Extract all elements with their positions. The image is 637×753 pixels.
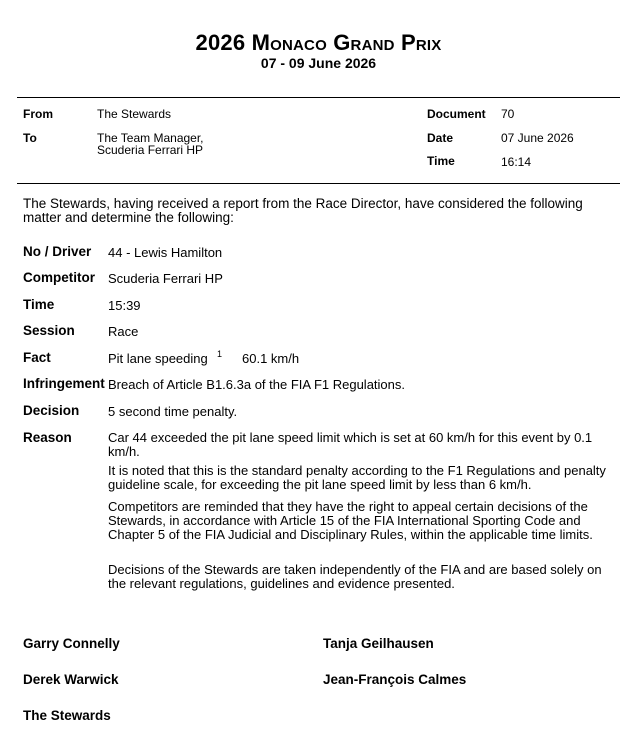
stewards-signature-title: The Stewards [23,708,111,723]
document-label: Document [427,107,486,121]
time-field-label: Time [23,297,55,312]
driver-value: 44 - Lewis Hamilton [108,245,223,260]
header-rule-top [17,97,620,98]
time-value: 16:14 [501,155,532,169]
from-label: From [23,107,53,121]
title-year: 2026 [195,30,246,55]
fact-label: Fact [23,350,51,365]
competitor-label: Competitor [23,270,95,285]
decision-label: Decision [23,403,80,418]
fact-value: Pit lane speeding [108,351,208,366]
event-dates: 07 - 09 June 2026 [260,55,377,71]
date-label: Date [427,131,454,145]
decision-value: 5 second time penalty. [108,404,238,419]
steward-name: Derek Warwick [23,672,119,687]
competitor-value: Scuderia Ferrari HP [108,271,223,286]
infringement-label: Infringement [23,376,105,391]
to-label: To [23,131,37,145]
reason-paragraph: Decisions of the Stewards are taken independently of the FIA and are based solely on the relevant regulations, guidelines and evidence presented. [108,562,602,591]
driver-label: No / Driver [23,244,92,259]
session-value: Race [108,324,139,339]
reason-paragraph: Competitors are reminded that they have the right to appeal certain decisions of the Stewards, in accordance with Article 15 of the FIA International Sporting Code and Chapter 5 of the FIA Judicial and Disciplinary Rules, within the applicable time limits. [108,499,593,542]
title-event: Monaco Grand Prix [251,30,442,55]
header-rule-bottom [17,183,620,184]
reason-paragraph: Car 44 exceeded the pit lane speed limit which is set at 60 km/h for this event by 0.1 km/h. [108,430,593,459]
session-label: Session [23,323,75,338]
to-value-line2: Scuderia Ferrari HP [97,143,204,157]
intro-text: The Stewards, having received a report from the Race Director, have considered the following matter and determine the following: [23,196,583,225]
reason-label: Reason [23,430,72,445]
steward-name: Garry Connelly [23,636,120,651]
to-value-line1: The Team Manager, [97,131,204,145]
fact-footnote: 1 [217,349,223,359]
from-value: The Stewards [97,107,172,121]
date-value: 07 June 2026 [501,131,574,145]
steward-name: Tanja Geilhausen [323,636,434,651]
steward-name: Jean-François Calmes [323,672,467,687]
page-title [0,30,637,56]
time-label: Time [427,154,455,168]
infringement-value: Breach of Article B1.6.3a of the FIA F1 Regulations. [108,377,406,392]
time-field-value: 15:39 [108,298,141,313]
reason-paragraph: It is noted that this is the standard penalty according to the F1 Regulations and penalty guideline scale, for exceeding the pit lane speed limit by less than 6 km/h. [108,463,606,492]
fact-speed: 60.1 km/h [242,351,300,366]
document-value: 70 [501,107,515,121]
